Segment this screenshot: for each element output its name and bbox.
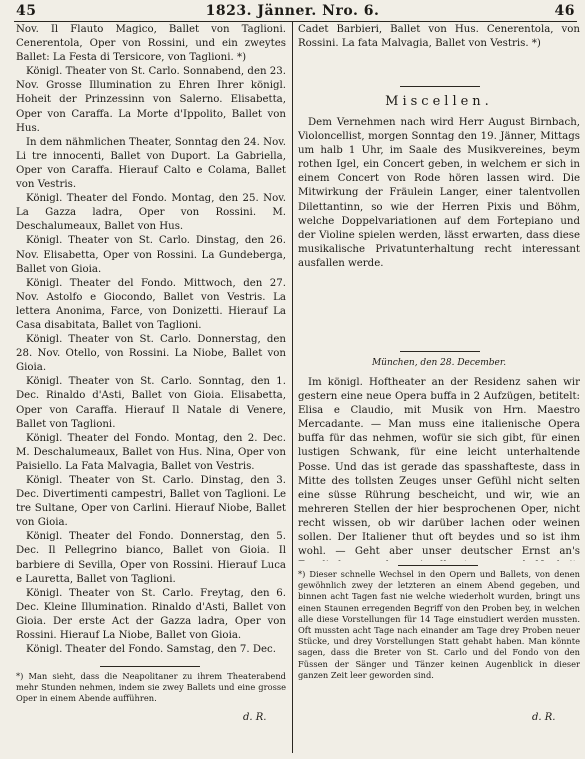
paragraph: Nov. Il Flauto Magico, Ballet von Taglioni. Cenerentola, Oper von Rossini, und ein zweytes Ballet: La Festa di Tersicore, von Taglioni. *) [16,24,286,64]
dateline: München, den 28. December. [371,358,507,368]
paragraph: Königl. Theater del Fondo. Montag, den 2. Dec. M. Deschalumeaux, Ballet von Hus. Nina, Oper von Paisiello. La Fata Malvagia, Ballet von Vestris. [16,432,286,472]
right-column-top [298,23,580,87]
left-signature: d. R. [243,712,267,723]
paragraph: Königl. Theater von St. Carlo. Donnerstag, den 28. Nov. Otello, von Rossini. La Niobe, Ballet von Gioia. [16,334,286,374]
left-column [16,23,286,659]
header-rule [14,21,577,22]
footnote-rule [398,565,478,566]
paragraph: Königl. Theater del Fondo. Samstag, den 7. Dec. [26,644,276,656]
munich-report [298,376,580,561]
footnote-rule [100,666,200,667]
paragraph: Königl. Theater von St. Carlo. Sonntag, den 1. Dec. Rinaldo d'Asti, Ballet von Gioia. Elisabetta, Oper von Caraffa. Hierauf Il Natale di Venere, Ballet von Taglioni. [16,376,286,430]
paragraph: Cadet Barbieri, Ballet von Hus. Cenerentola, von Rossini. La fata Malvagia, Ballet von Vestris. *) [298,24,580,50]
paragraph: Königl. Theater von St. Carlo. Dinstag, den 3. Dec. Divertimenti campestri, Ballet von Taglioni. Le tre Sultane, Oper von Carlini. Hierauf Niobe, Ballet von Gioia. [16,475,286,529]
article-rule [400,351,480,352]
issue-title: 1823. Jänner. Nro. 6. [205,3,380,19]
paragraph: Im königl. Hoftheater an der Residenz sahen wir gestern eine neue Opera buffa in 2 Aufzügen, betitelt: Elisa e Claudio, mit Musik von Hrn. Maestro Mercadante. — Man muss eine italienische Opera buffa für das nehmen, wofür sie sich gibt, für einen lustigen Schwank, für eine leicht unterhaltende Posse. Und das ist gerade das spasshafteste, dass in Mitte des tollsten Zeuges unser Gefühl nicht selten eine süsse Rührung bescheicht, und wir, wie an mehreren Stellen der hier besprochenen Oper, nicht recht wissen, ob wir darüber lachen oder weinen sollen. Der Italiener thut oft beydes und so ist ihm wohl. — Geht aber unser deutscher Ernst an's [298,377,580,558]
paragraph: In dem nähmlichen Theater, Sonntag den 24. Nov. Li tre innocenti, Ballet von Duport. La Gabriella, Oper von Caraffa. Hierauf Calto e Colama, Ballet von Vestris. [16,136,286,191]
section-rule [400,86,480,87]
paragraph: Königl. Theater del Fondo. Donnerstag, den 5. Dec. Il Pellegrino bianco, Ballet von Gioia. Il barbiere di Sevilla, Oper von Rossini. Hierauf Luca e Lauretta, Ballet von Taglioni. [16,531,286,585]
paragraph: Königl. Theater von St. Carlo. Dinstag, den 26. Nov. Elisabetta, Oper von Rossini. La Gundeberga, Ballet von Gioia. [16,235,286,275]
paragraph: Königl. Theater von St. Carlo. Freytag, den 6. Dec. Kleine Illumination. Rinaldo d'Asti, Ballet von Gioia. Der erste Act der Gazza ladra, Oper von Rossini. Hierauf La Niobe, Ballet von Gioia. [16,587,286,642]
paragraph: Königl. Theater von St. Carlo. Sonnabend, den 23. Nov. Grosse Illumination zu Ehren Ihrer königl. Hoheit der Prinzessinn von Salerno. Elisabetta, Oper von Caraffa. La Morte d'Ippolito, Ballet von Hus. [16,66,286,134]
paragraph: Dem Vernehmen nach wird Herr August Birnbach, Violoncellist, morgen Sonntag den 19. Jänner, Mittags um halb 1 Uhr, im Saale des Musikvereines, beym rothen Igel, ein Concert geben, in welchem er sich in einem Concert von Rode hören lassen wird. Die Mitwirkung der Fräulein Langer, einer talentvollen Dilettantinn, so wie der Herren Pixis und Böhm, welche Doppelvariationen auf dem Fortepiano und der Violine spielen werden, lässt erwarten, dass diese musikalische Privatunterhaltung recht interessant ausfallen werde. [298,117,580,269]
right-signature: d. R. [532,712,556,723]
paragraph: Königl. Theater del Fondo. Montag, den 25. Nov. La Gazza ladra, Oper von Rossini. M. Deschalumeaux, Ballet von Hus. [16,193,286,233]
section-title: Miscellen. [385,94,493,109]
left-footnote: *) Man sieht, dass die Neapolitaner zu ihrem Theaterabend mehr Stunden nehmen, indem sie zwey Ballets und eine grosse Oper in einem Abende aufführen. [16,671,286,704]
page-number-left: 45 [16,3,37,19]
paragraph: Königl. Theater del Fondo. Mittwoch, den 27. Nov. Astolfo e Giocondo, Ballet von Vestris. La lettera Anonima, Farce, von Donizetti. Hierauf La Casa disabitata, Ballet von Taglioni. [16,277,286,331]
page-header [0,0,585,22]
page-number-right: 46 [554,3,575,19]
right-footnote: *) Dieser schnelle Wechsel in den Opern und Ballets, von denen gewöhnlich zwey der letzteren an einem Abend gegeben, und binnen acht Tagen fast nie welche wiederholt wurden, bringt uns einen Staunen erregenden Begriff von den Proben bey, in welchen alle diese Vorstellungen für 14 Tage einstudiert werden mussten. Oft mussten acht Tage nach einander am Tage drey Proben neuer Stücke, und drey Vorstellungen Statt gehabt haben. Man könnte sagen, dass die Breter von St. Carlo und del Fondo von den Füssen der Sänger und Tänzer keinen Augenblick in dieser ganzen Zeit leer geworden sind. [298,569,580,680]
column-divider [292,22,293,753]
miscellen-article [298,116,580,348]
